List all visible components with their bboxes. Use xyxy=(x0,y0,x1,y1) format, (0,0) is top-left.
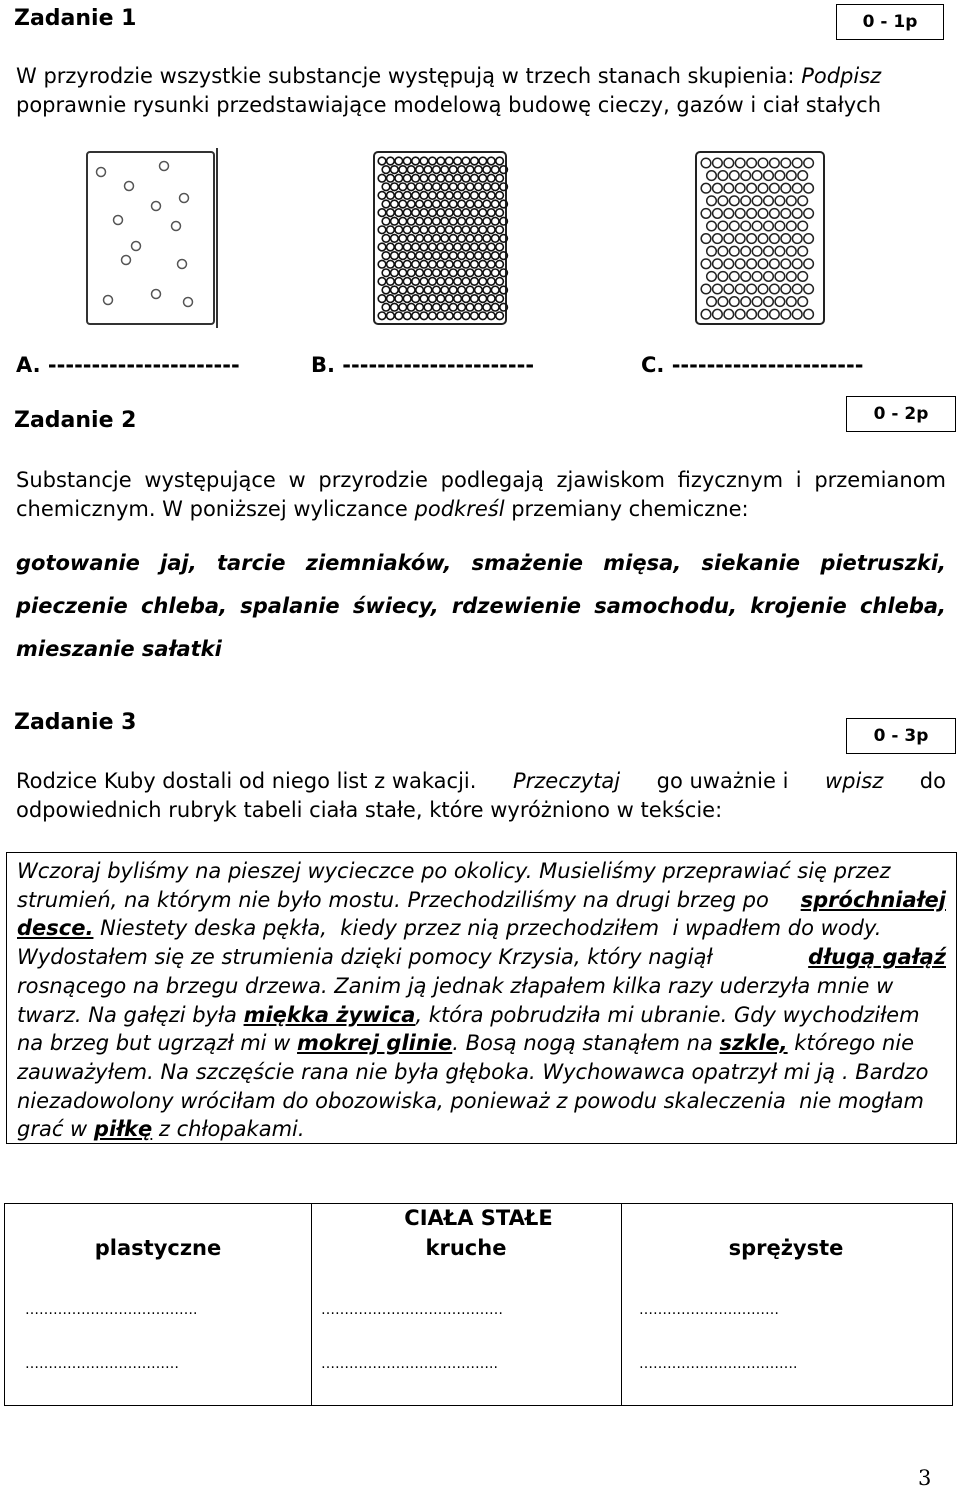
task1-text-line1 xyxy=(16,62,948,91)
answer-field-brittle-2[interactable]: ……………………………….. xyxy=(321,1356,498,1372)
letter-text: , która pobrudziła mi ubranie. Gdy wychodziłem xyxy=(415,1002,920,1027)
table-title: CIAŁA STAŁE xyxy=(404,1206,553,1230)
task2-list-line1: gotowanie jaj, tarcie ziemniaków, smażenie mięsa, siekanie pietruszki, xyxy=(16,551,946,575)
task2-text-italic: podkreśl xyxy=(414,497,505,521)
letter-text: którego nie xyxy=(787,1031,915,1056)
task2-text-line2 xyxy=(16,495,749,524)
task3-points-box: 0 - 3p xyxy=(846,718,956,754)
label-b: B. ---------------------- xyxy=(311,353,535,377)
task1-title: Zadanie 1 xyxy=(14,6,137,31)
answer-field-plastic-2[interactable]: …………………………… xyxy=(25,1356,179,1372)
letter-line xyxy=(17,914,946,943)
letter-line: zauważyłem. Na szczęście rana nie była głęboka. Wychowawca opatrzył mi ją . Bardzo xyxy=(17,1059,929,1084)
table-header-brittle: kruche xyxy=(425,1236,507,1260)
letter-text: grać w xyxy=(17,1117,94,1142)
highlighted-solid: piłkę xyxy=(93,1117,153,1142)
label-a: A. ---------------------- xyxy=(16,353,240,377)
letter-text-box xyxy=(6,852,957,1144)
letter-line xyxy=(17,943,946,972)
task2-text-post: przemiany chemiczne: xyxy=(504,497,749,521)
task1-text-line2: poprawnie rysunki przedstawiające modelową budowę cieczy, gazów i ciał stałych xyxy=(16,93,882,117)
highlighted-solid: szkle, xyxy=(719,1031,788,1056)
letter-text: twarz. Na gałęzi była xyxy=(17,1002,244,1027)
highlighted-solid: desce. xyxy=(17,916,94,941)
highlighted-solid: spróchniałej xyxy=(800,887,946,912)
letter-line xyxy=(17,1115,946,1144)
task3-text-b: Przeczytaj xyxy=(512,769,621,793)
letter-text: . Bosą nogą stanąłem na xyxy=(452,1031,720,1056)
highlighted-solid: mokrej glinie xyxy=(297,1031,453,1056)
task3-text-line2: odpowiednich rubryk tabeli ciała stałe, które wyróżniono w tekście: xyxy=(16,798,723,822)
task3-title: Zadanie 3 xyxy=(14,710,137,735)
letter-text: na brzeg but ugrzązł mi w xyxy=(17,1031,298,1056)
letter-line xyxy=(17,1029,946,1058)
task2-list-line2: pieczenie chleba, spalanie świecy, rdzewienie samochodu, krojenie chleba, xyxy=(16,594,946,618)
solid-model-figure xyxy=(372,150,510,328)
letter-text: Niestety deska pękła, kiedy przez nią przechodziłem i wpadłem do wody. xyxy=(93,916,882,941)
table-header-plastic: plastyczne xyxy=(94,1236,222,1260)
task3-text-e: do xyxy=(919,769,946,793)
letter-line: rosnącego na brzegu drzewa. Zanim ją jednak złapałem kilka razy uderzyła mnie w xyxy=(17,973,894,998)
answer-field-elastic-2[interactable]: ……………………………. xyxy=(639,1356,798,1372)
highlighted-solid: miękka żywica xyxy=(243,1002,416,1027)
task3-text-a: Rodzice Kuby dostali od niego list z wakacji. xyxy=(16,769,477,793)
task1-text-italic: Podpisz xyxy=(801,64,882,88)
answer-field-elastic-1[interactable]: ………………………… xyxy=(639,1302,779,1318)
task3-text-line1 xyxy=(16,767,946,796)
answer-field-plastic-1[interactable]: ………………………………. xyxy=(25,1302,198,1318)
task1-text-pre: W przyrodzie wszystkie substancje występują w trzech stanach skupienia: xyxy=(16,64,802,88)
gas-model-frame xyxy=(87,152,214,324)
table-header-elastic: sprężyste xyxy=(728,1236,844,1260)
task2-text-pre: chemicznym. W poniższej wyliczance xyxy=(16,497,415,521)
page-number: 3 xyxy=(918,1466,932,1490)
label-c: C. ---------------------- xyxy=(641,353,864,377)
solids-table xyxy=(4,1203,953,1406)
task2-title: Zadanie 2 xyxy=(14,408,137,433)
task2-text-line1: Substancje występujące w przyrodzie podlegają zjawiskom fizycznym i przemianom xyxy=(16,468,946,492)
task2-list-line3: mieszanie sałatki xyxy=(16,637,222,661)
answer-field-brittle-1[interactable]: ………………………………… xyxy=(321,1302,503,1318)
highlighted-solid: długą gałąź xyxy=(808,945,946,970)
letter-line: niezadowolony wróciłam do obozowiska, ponieważ z powodu skaleczenia nie mogłam xyxy=(17,1088,924,1113)
task2-points-box: 0 - 2p xyxy=(846,396,956,432)
task3-text-c: go uważnie i xyxy=(656,769,789,793)
letter-line: Wczoraj byliśmy na pieszej wycieczce po okolicy. Musieliśmy przeprawiać się przez xyxy=(17,859,891,883)
letter-text: z chłopakami. xyxy=(152,1117,305,1142)
letter-text: Wydostałem się ze strumienia dzięki pomocy Krzysia, który nagiął xyxy=(17,945,713,970)
gas-model-figure xyxy=(84,148,224,330)
letter-text: strumień, na którym nie było mostu. Przechodziliśmy na drugi brzeg po xyxy=(17,887,769,912)
letter-line xyxy=(17,886,946,915)
task3-text-d: wpisz xyxy=(824,769,884,793)
letter-line xyxy=(17,1001,946,1030)
liquid-model-figure xyxy=(694,150,828,328)
task1-points-box: 0 - 1p xyxy=(836,4,944,40)
